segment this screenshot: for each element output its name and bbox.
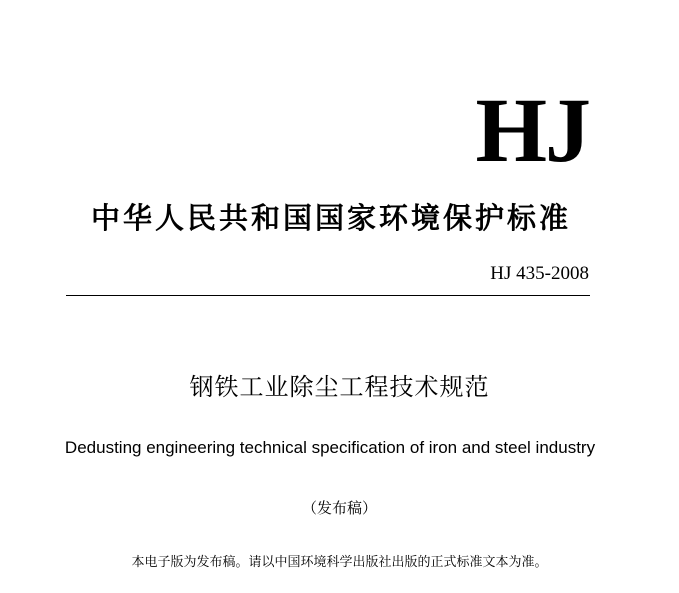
document-title-chinese: 钢铁工业除尘工程技术规范: [189, 373, 490, 401]
document-status: （发布稿）: [301, 499, 377, 517]
standard-category-title: 中华人民共和国国家环境保护标准: [90, 201, 571, 235]
document-title-english: Dedusting engineering technical specification of iron and steel industry: [64, 438, 596, 457]
hj-logo: HJ: [475, 79, 589, 181]
header-divider: [66, 295, 590, 296]
publication-notice: 本电子版为发布稿。请以中国环境科学出版社出版的正式标准文本为准。: [131, 555, 548, 570]
standard-code: HJ 435-2008: [490, 263, 589, 284]
